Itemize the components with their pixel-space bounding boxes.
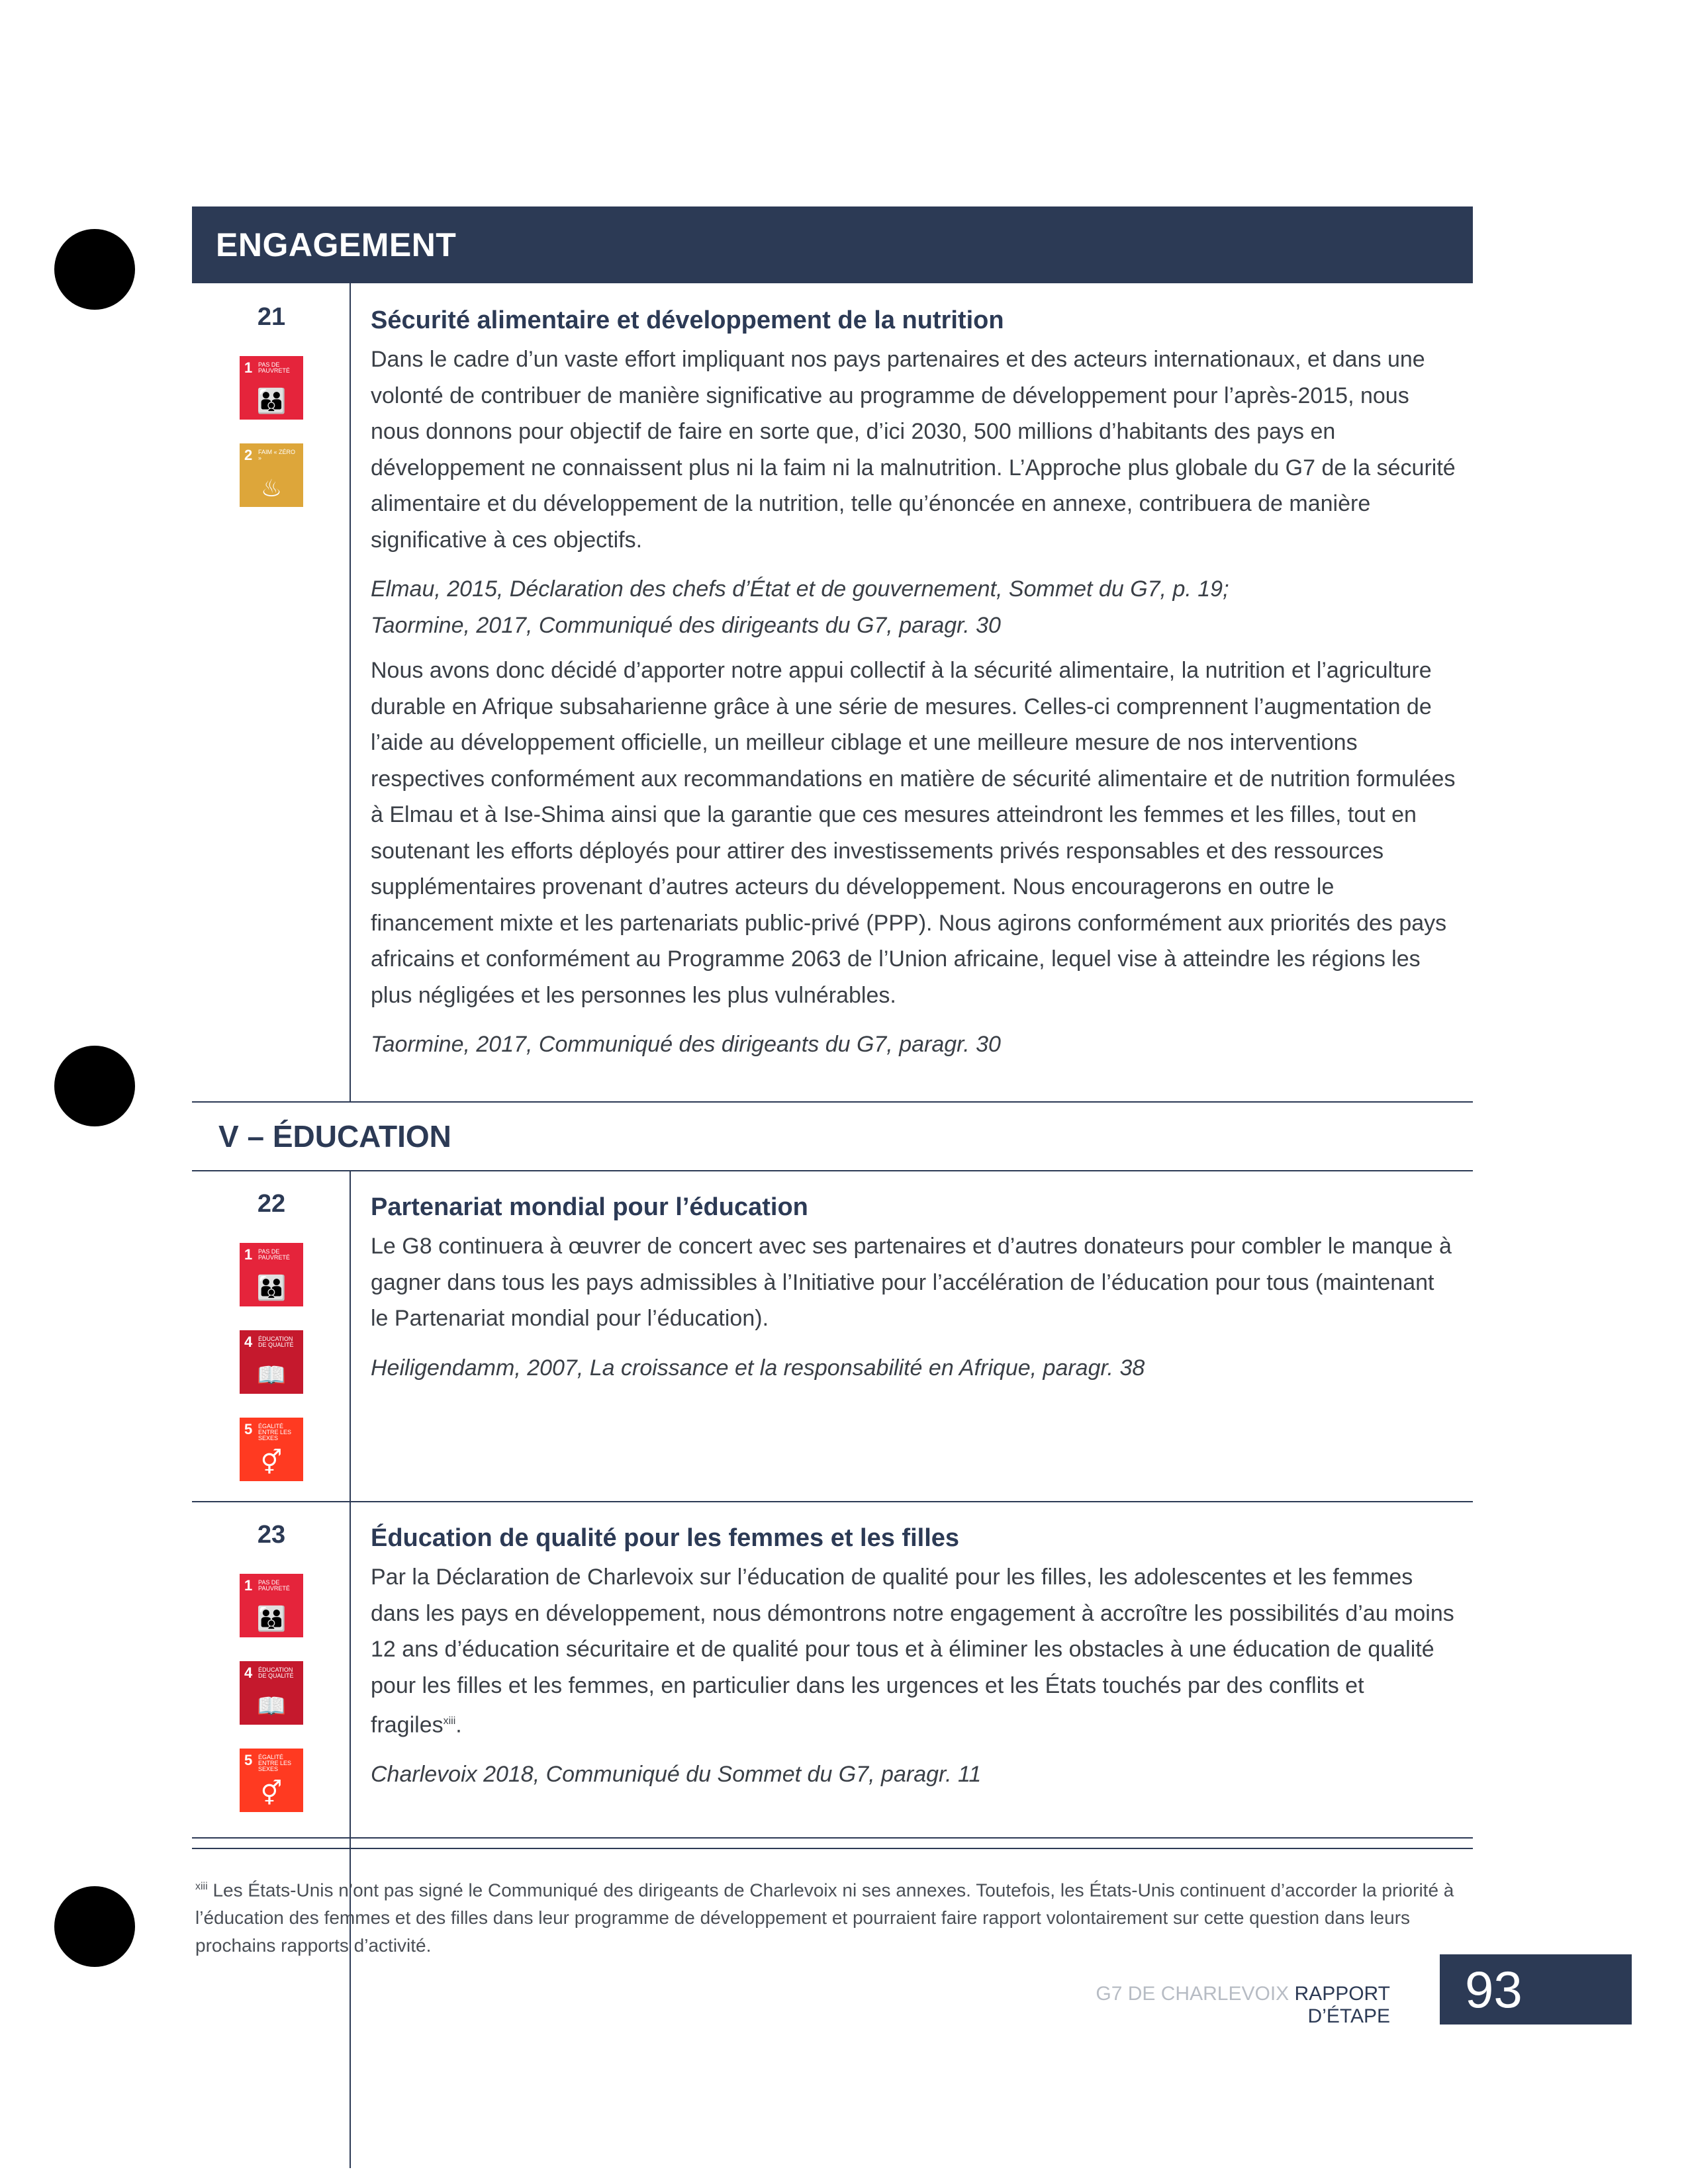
section-title: V – ÉDUCATION xyxy=(218,1119,451,1154)
commitment-paragraph: Nous avons donc décidé d’apporter notre appui collectif à la sécurité alimentaire, la nutrition et l’agriculture durable en Afrique subsaharienne grâce à une série de mesures. Celles-ci comprennent l’augmentation de l’aide au développement officielle, un meilleur ciblage et une meilleure mesure de nos interventions respectives conformément aux recommandations en matière de sécurité alimentaire et de nutrition formulées à Elmau et à Ise-Shima ainsi que la garantie que ces mesures atteindront les femmes et les filles, tout en soutenant les efforts déployés pour attirer des investissements privés responsables et des ressources supplémentaires provenant d’autres acteurs du développement. Nous encouragerons en outre le financement mixte et les partenariats public-privé (PPP). Nous agirons conformément aux priorités des pays africains et conformément au Programme 2063 de l’Union africaine, lequel vise à atteindre les régions les plus négligées et les personnes les plus vulnérables. xyxy=(371,658,1456,1008)
commitment-row-23 xyxy=(192,1501,1473,1837)
sdg5-icon: 5 ÉGALITÉ ENTRE LES SEXES ⚥ xyxy=(240,1418,303,1481)
citation: Heiligendamm, 2007, La croissance et la responsabilité en Afrique, paragr. 38 xyxy=(371,1355,1145,1381)
commitment-number: 22 xyxy=(257,1190,286,1218)
engagement-header xyxy=(192,206,1473,283)
sdg1-icon: 1 PAS DE PAUVRETÉ 👪 xyxy=(240,356,303,420)
commitment-title: Partenariat mondial pour l’éducation xyxy=(371,1193,808,1221)
commitment-content xyxy=(371,303,1456,1072)
footnote xyxy=(195,1873,1473,1960)
binder-hole-middle xyxy=(54,1046,135,1126)
commitment-title: Sécurité alimentaire et développement de la nutrition xyxy=(371,306,1004,334)
bowl-icon: ♨ xyxy=(260,475,283,502)
commitment-paragraph: Par la Déclaration de Charlevoix sur l’éducation de qualité pour les filles, les adolescentes et les femmes dans les pays en développement, nous démontrons notre engagement à accroître les possibilités d’au moins 12 ans d’éducation sécuritaire et de qualité pour tous et à éliminer les obstacles à une éducation de qualité pour les filles et les femmes, en particulier dans les urgences et les États touchés par des conflits et fragiles$^{xiii}$. xyxy=(371,1565,1454,1738)
citation: Elmau, 2015, Déclaration des chefs d’État et de gouvernement, Sommet du G7, p. 19; Taormine, 2017, Communiqué des dirigeants du G7, paragr. 30 xyxy=(371,576,1229,638)
commitment-number: 21 xyxy=(257,303,286,331)
binder-hole-bottom xyxy=(54,1886,135,1967)
book-icon: 📖 xyxy=(256,1692,287,1719)
citation: Charlevoix 2018, Communiqué du Sommet du G7, paragr. 11 xyxy=(371,1761,982,1787)
gender-icon: ⚥ xyxy=(260,1449,283,1476)
citation: Taormine, 2017, Communiqué des dirigeants du G7, paragr. 30 xyxy=(371,1032,1001,1057)
sdg1-icon: 1 PAS DE PAUVRETÉ 👪 xyxy=(240,1574,303,1637)
commitment-paragraph: Dans le cadre d’un vaste effort impliquant nos pays partenaires et des acteurs internationaux, et dans une volonté de contribuer de manière significative au programme de développement pour l’après-2015, nous nous donnons pour objectif de faire en sorte que, d’ici 2030, 500 millions d’habitants des pays en développement ne connaissent plus ni la faim ni la malnutrition. L’Approche plus globale du G7 de la sécurité alimentaire et du développement de la nutrition, telle qu’énoncée en annexe, contribuera de manière significative à ces objectifs. xyxy=(371,347,1456,553)
commitment-title: Éducation de qualité pour les femmes et les filles xyxy=(371,1524,960,1552)
sdg5-icon: 5 ÉGALITÉ ENTRE LES SEXES ⚥ xyxy=(240,1749,303,1812)
commitment-paragraph: Le G8 continuera à œuvrer de concert avec ses partenaires et d’autres donateurs pour combler le manque à gagner dans tous les pays admissibles à l’Initiative pour l’accélération de l’éducation pour tous (maintenant le Partenariat mondial pour l’éducation). xyxy=(371,1234,1452,1331)
engagement-header-title: ENGAGEMENT xyxy=(216,226,457,263)
sdg4-icon: 4 ÉDUCATION DE QUALITÉ 📖 xyxy=(240,1661,303,1725)
footer-label-bold: RAPPORT D’ÉTAPE xyxy=(1294,1983,1390,2027)
footnote-divider xyxy=(192,1848,1473,1849)
gender-icon: ⚥ xyxy=(260,1780,283,1807)
family-icon: 👪 xyxy=(256,1274,287,1301)
row-divider xyxy=(192,1101,1473,1103)
commitment-content xyxy=(371,1190,1456,1395)
footnote-reference[interactable]: xiii xyxy=(443,1715,456,1727)
sdg4-icon: 4 ÉDUCATION DE QUALITÉ 📖 xyxy=(240,1330,303,1394)
sdg2-icon: 2 FAIM « ZÉRO » ♨ xyxy=(240,443,303,507)
commitment-content xyxy=(371,1521,1456,1801)
commitment-row-22 xyxy=(192,1170,1473,1501)
commitment-number: 23 xyxy=(257,1521,286,1549)
family-icon: 👪 xyxy=(256,387,287,414)
footer-label xyxy=(1019,1983,1390,2028)
book-icon: 📖 xyxy=(256,1361,287,1388)
page-number xyxy=(1440,1954,1632,2025)
footnote-text: Les États-Unis n’ont pas signé le Communiqué des dirigeants de Charlevoix ni ses annexes. Toutefois, les États-Unis continuent d’accorder la priorité à l’éducation des femmes et des filles dans leur programme de développement et pourraient faire rapport volontairement sur cette question dans leurs prochains rapports d’activité. xyxy=(195,1880,1454,1956)
family-icon: 👪 xyxy=(256,1605,287,1632)
commitment-row-21 xyxy=(192,283,1473,1101)
row-divider xyxy=(192,1837,1473,1839)
page-number-text: 93 xyxy=(1465,1960,1523,2019)
footer-label-light: G7 DE CHARLEVOIX xyxy=(1096,1983,1289,2005)
footnote-marker: xiii xyxy=(195,1881,208,1892)
sdg1-icon: 1 PAS DE PAUVRETÉ 👪 xyxy=(240,1243,303,1306)
binder-hole-top xyxy=(54,229,135,310)
